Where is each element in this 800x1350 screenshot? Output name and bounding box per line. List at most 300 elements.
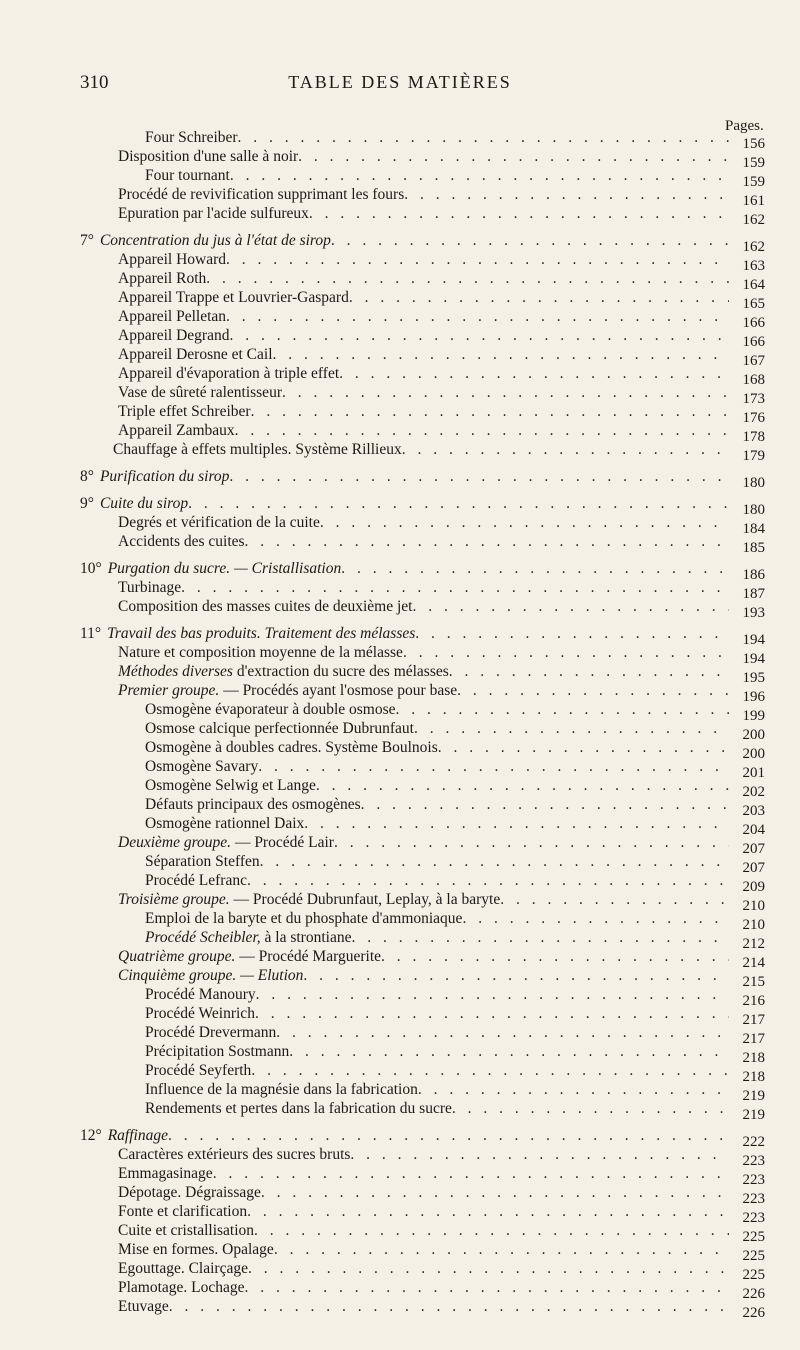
page-ref: 156 [742,136,765,152]
page-ref: 223 [742,1172,765,1188]
page-ref: 178 [742,429,765,445]
toc-entry [118,682,765,705]
toc-entry-text: Procédé Lefranc [145,872,247,889]
toc-entry-title [118,422,235,440]
leader-dots [206,270,729,288]
leader-dots [418,1081,729,1099]
toc-entry-text: Procédé de revivification supprimant les fours [118,186,405,203]
leader-dots [235,422,729,440]
toc-entry-text: Raffinage [107,1127,168,1144]
toc-entry-title [145,929,351,947]
leader-dots [381,948,729,966]
toc-entry-title [118,1241,274,1259]
page-ref: 161 [742,193,765,209]
toc-entry-text: Dépotage. Dégraissage [118,1184,261,1201]
leader-dots [247,872,729,890]
toc-entry [145,777,765,800]
page-ref: 223 [742,1210,765,1226]
toc-entry-text: Procédé Seyferth [145,1062,252,1079]
page-ref: 159 [742,155,765,171]
section-number: 7° [80,232,94,249]
toc-entry-text: Appareil d'évaporation à triple effet [118,365,340,382]
toc-entry-title [80,625,415,643]
toc-entry-text: Epuration par l'acide sulfureux [118,205,309,222]
toc-entry-text-italic: Premier groupe. [118,682,220,699]
page-ref: 162 [742,212,765,228]
toc-entry-title [145,815,304,833]
toc-entry [118,891,765,914]
toc-entry-text: Influence de la magnésie dans la fabrication [145,1081,418,1098]
toc-entry [145,796,765,819]
toc-entry-title [145,872,247,890]
page-ref: 180 [742,475,765,491]
page-ref: 214 [742,955,765,971]
page-ref: 209 [742,879,765,895]
toc-entry-title [118,1146,350,1164]
leader-dots [304,815,729,833]
toc-entry-title [118,186,404,204]
toc-entry-text: Osmogène à doubles cadres. Système Boulnois [145,739,438,756]
toc-entry-text: Nature et composition moyenne de la mélasse [118,644,403,661]
toc-entry-title [145,701,396,719]
toc-entry [118,422,765,445]
toc-entry-text: Caractères extérieurs des sucres bruts [118,1146,351,1163]
toc-entry-title [145,1100,452,1118]
toc-entry-title [118,1184,261,1202]
page-ref: 164 [742,277,765,293]
toc-entry [145,986,765,1009]
page-ref: 218 [742,1069,765,1085]
page-ref: 223 [742,1191,765,1207]
toc-entry-text: Osmose calcique perfectionnée Dubrunfaut [145,720,414,737]
leader-dots [276,1024,729,1042]
toc-entry-title [118,967,303,985]
toc-entry-text: Disposition d'une salle à noir [118,148,299,165]
section-number: 9° [80,495,94,512]
toc-entry [118,384,765,407]
toc-entry-text: Emmagasinage [118,1165,213,1182]
toc-entry-text: Triple effet Schreiber [118,403,251,420]
toc-entry-title [118,533,245,551]
toc-entry-text: Four Schreiber [145,129,238,146]
leader-dots [303,967,729,985]
toc-entry-text: Osmogène rationnel Daix [145,815,305,832]
page-ref: 216 [742,993,765,1009]
leader-dots [168,1127,729,1145]
toc-entry [118,663,765,686]
toc-entry [118,967,765,990]
toc-entry-title [118,948,381,966]
leader-dots [254,1222,729,1240]
leader-dots [331,232,729,250]
leader-dots [251,1062,729,1080]
leader-dots [320,514,729,532]
toc-entry-title [80,1127,168,1145]
leader-dots [402,441,729,459]
toc-entry-title [118,579,181,597]
leader-dots [255,1005,729,1023]
leader-dots [247,1203,729,1221]
toc-entry [118,1146,765,1169]
toc-entry [118,1241,765,1264]
page-ref: 226 [742,1305,765,1321]
toc-entry-title [80,495,188,513]
leader-dots [238,129,729,147]
page-ref: 203 [742,803,765,819]
leader-dots [341,560,729,578]
toc-entry [145,758,765,781]
section-number: 8° [80,468,94,485]
toc-entry-text: Plamotage. Lochage [118,1279,245,1296]
toc-entry-text: Osmogène Savary [145,758,259,775]
toc-entry-title [118,346,273,364]
toc-entry [145,1005,765,1028]
toc-entry-text: Purification du sirop [99,468,230,485]
leader-dots [273,346,729,364]
toc-entry [118,1203,765,1226]
toc-entry [118,148,765,171]
page-header [0,72,800,96]
page-ref: 225 [742,1267,765,1283]
toc-entry-text: Four tournant [145,167,230,184]
toc-entry-text: Osmogène Selwig et Lange [145,777,316,794]
toc-entry [145,910,765,933]
page-ref: 200 [742,727,765,743]
leader-dots [245,533,729,551]
toc-entry [145,929,765,952]
page-ref: 166 [742,334,765,350]
page-ref: 184 [742,521,765,537]
page-ref: 210 [742,898,765,914]
toc-entry-text: Fonte et clarification [118,1203,248,1220]
leader-dots [229,468,729,486]
toc-entry-text: Rendements et pertes dans la fabrication du sucre [145,1100,452,1117]
toc-entry [145,1024,765,1047]
toc-entry-title [118,1279,245,1297]
toc-entry [118,289,765,312]
toc-entry-text: Séparation Steffen [145,853,260,870]
toc-entry [145,739,765,762]
toc-entry-text-italic: Deuxième groupe. [118,834,232,851]
toc-entry-text-rest: — Procédés ayant l'osmose pour base [219,682,458,699]
section-number: 11° [80,625,102,642]
toc-entry-title [145,853,260,871]
page-ref: 165 [742,296,765,312]
leader-dots [188,495,729,513]
toc-entry-text: Appareil Pelletan [118,308,227,325]
toc-entry [118,1279,765,1302]
toc-entry [145,1081,765,1104]
toc-entry-text: Précipitation Sostmann [145,1043,290,1060]
leader-dots [350,1146,729,1164]
page-ref: 222 [742,1134,765,1150]
toc-entry-text: Cinquième groupe. — Elution [118,967,304,984]
toc-entry [145,1062,765,1085]
leader-dots [261,1184,729,1202]
toc-entry-text: Appareil Roth [118,270,207,287]
toc-entry-text: Procédé Drevermann [145,1024,277,1041]
toc-entry [80,625,765,648]
page-ref: 225 [742,1229,765,1245]
leader-dots [403,644,729,662]
page-ref: 202 [742,784,765,800]
toc-entry-text-rest: — Procédé Lair [231,834,334,851]
toc-entry-title [145,910,462,928]
toc-entry [145,720,765,743]
toc-entry-title [118,682,457,700]
toc-entry-title [118,327,229,345]
toc-entry-title [80,468,229,486]
toc-entry-title [118,1165,213,1183]
toc-entry-title [118,1222,254,1240]
toc-entry-title [118,644,403,662]
leader-dots [404,186,729,204]
toc-entry [113,441,765,464]
leader-dots [282,384,729,402]
toc-entry [80,232,765,255]
toc-entry-text-italic: Quatrième groupe. [118,948,236,965]
toc-entry-title [145,720,414,738]
toc-entry [118,308,765,331]
toc-entry-title [118,289,349,307]
toc-entry-text: Appareil Zambaux [118,422,235,439]
toc-entry-text: Accidents des cuites [118,533,245,550]
page-ref: 223 [742,1153,765,1169]
leader-dots [181,579,729,597]
toc-entry-text: Procédé Weinrich [145,1005,255,1022]
toc-entry [80,1127,765,1150]
toc-entry [118,346,765,369]
toc-entry-title [145,739,438,757]
toc-entry-text: Vase de sûreté ralentisseur [118,384,282,401]
page-ref: 199 [742,708,765,724]
leader-dots [245,1279,729,1297]
toc-entry-text: Degrés et vérification de la cuite [118,514,320,531]
leader-dots [351,929,729,947]
leader-dots [309,205,729,223]
toc-entry-text: Travail des bas produits. Traitement des mélasses [107,625,416,642]
toc-entry-text-italic: Troisième groupe. [118,891,230,908]
toc-entry-text: Chauffage à effets multiples. Système Rillieux [113,441,402,458]
leader-dots [457,682,729,700]
toc-entry [145,167,765,190]
toc-entry [118,1184,765,1207]
toc-entry-title [118,148,298,166]
leader-dots [230,167,729,185]
toc-entry-text: Cuite du sirop [99,495,189,512]
toc-entry [118,579,765,602]
page-ref: 195 [742,670,765,686]
leader-dots [213,1165,729,1183]
toc-entry-title [118,891,500,909]
toc-entry-text: Mise en formes. Opalage [118,1241,274,1258]
toc-entry-title [118,365,339,383]
page-number: 310 [80,72,109,93]
page-ref: 159 [742,174,765,190]
leader-dots [251,403,729,421]
leader-dots [169,1298,729,1316]
page-ref: 173 [742,391,765,407]
toc-entry-text-rest: à la strontiane [260,929,352,946]
toc-entry-title [118,308,226,326]
section-number: 10° [80,560,102,577]
toc-entry-title [118,403,251,421]
leader-dots [274,1241,729,1259]
page-ref: 194 [742,651,765,667]
toc-entry-text: Appareil Howard [118,251,227,268]
toc-entry [145,1100,765,1123]
toc-entry [145,815,765,838]
page-ref: 212 [742,936,765,952]
toc-entry [118,1298,765,1321]
toc-entry-title [118,1298,169,1316]
page-ref: 187 [742,586,765,602]
leader-dots [438,739,729,757]
toc-entry [145,872,765,895]
page-ref: 210 [742,917,765,933]
toc-entry-title [118,834,334,852]
page-ref: 176 [742,410,765,426]
leader-dots [339,365,729,383]
leader-dots [334,834,729,852]
toc-entry-title [118,1203,247,1221]
toc-entry-title [145,1024,276,1042]
toc-entry [118,365,765,388]
page-ref: 219 [742,1088,765,1104]
toc-entry-text: Osmogène évaporateur à double osmose [145,701,396,718]
toc-entry [145,853,765,876]
toc-entry-title [145,986,256,1004]
page-ref: 186 [742,567,765,583]
toc-entry-text: Cuite et cristallisation [118,1222,255,1239]
page-ref: 166 [742,315,765,331]
page-ref: 225 [742,1248,765,1264]
toc-entry [145,701,765,724]
leader-dots [226,251,729,269]
toc-entry-text: Appareil Derosne et Cail [118,346,273,363]
page-ref: 185 [742,540,765,556]
toc-entry [80,468,765,491]
leader-dots [226,308,729,326]
toc-entry-title [80,560,341,578]
toc-entry-text: Purgation du sucre. — Cristallisation [107,560,342,577]
toc-entry-title [145,129,238,147]
leader-dots [349,289,729,307]
leader-dots [258,758,729,776]
page-ref: 193 [742,605,765,621]
toc-entry-text: Emploi de la baryte et du phosphate d'ammoniaque [145,910,463,927]
toc-entry [118,644,765,667]
leader-dots [462,910,729,928]
toc-entry-title [145,1062,251,1080]
leader-dots [298,148,729,166]
page-ref: 215 [742,974,765,990]
toc-entry [118,1165,765,1188]
toc-entry-text-rest: — Procédé Marguerite [235,948,382,965]
toc-entry-title [118,514,320,532]
toc-entry-title [80,232,331,250]
page-ref: 168 [742,372,765,388]
page-ref: 194 [742,632,765,648]
leader-dots [229,327,729,345]
leader-dots [415,625,729,643]
toc-entry-text: Composition des masses cuites de deuxième jet [118,598,413,615]
toc-entry [145,1043,765,1066]
toc-entry-text: Etuvage [118,1298,169,1315]
page-ref: 167 [742,353,765,369]
toc-entry [118,205,765,228]
page-ref: 200 [742,746,765,762]
leader-dots [316,777,729,795]
pages-column-label: Pages. [725,118,764,134]
leader-dots [412,598,729,616]
toc-entry [118,403,765,426]
leader-dots [260,853,729,871]
toc-entry [118,598,765,621]
toc-entry-text: Défauts principaux des osmogènes [145,796,361,813]
page-ref: 196 [742,689,765,705]
leader-dots [248,1260,729,1278]
page-ref: 207 [742,841,765,857]
page-ref: 162 [742,239,765,255]
page-ref: 179 [742,448,765,464]
toc-entry-text: Appareil Trappe et Louvrier-Gaspard [118,289,349,306]
toc-entry-text: Turbinage [118,579,182,596]
toc-entry-title [145,777,316,795]
toc-entry-title [145,1043,289,1061]
toc-entry-title [118,251,226,269]
toc-entry [118,327,765,350]
leader-dots [396,701,729,719]
toc-entry-title [118,663,449,681]
page-ref: 218 [742,1050,765,1066]
toc-entry-text-rest: — Procédé Dubrunfaut, Leplay, à la baryte [229,891,501,908]
toc-entry [118,514,765,537]
page-ref: 207 [742,860,765,876]
toc-entry [80,495,765,518]
page-ref: 180 [742,502,765,518]
toc-entry [118,270,765,293]
section-number: 12° [80,1127,102,1144]
page-ref: 219 [742,1107,765,1123]
toc-entry [118,186,765,209]
toc-entry-title [113,441,402,459]
toc-entry [118,533,765,556]
toc-entry-text: Concentration du jus à l'état de sirop [99,232,331,249]
toc-entry-title [145,167,230,185]
toc-entry-title [145,1081,418,1099]
toc-entry-title [118,1260,248,1278]
toc-entry [118,834,765,857]
leader-dots [289,1043,729,1061]
page-ref: 226 [742,1286,765,1302]
toc-entry-title [118,205,309,223]
toc-entry-text: Procédé Manoury [145,986,256,1003]
toc-entry [118,948,765,971]
toc-entry-title [145,796,361,814]
leader-dots [452,1100,729,1118]
toc-entry-title [118,270,206,288]
toc-entry-title [145,1005,255,1023]
toc-entry-text-italic: Méthodes diverses [118,663,233,680]
page-ref: 163 [742,258,765,274]
page-ref: 217 [742,1031,765,1047]
leader-dots [414,720,729,738]
toc-entry [118,1222,765,1245]
toc-entry-title [118,384,282,402]
leader-dots [449,663,729,681]
page-ref: 201 [742,765,765,781]
